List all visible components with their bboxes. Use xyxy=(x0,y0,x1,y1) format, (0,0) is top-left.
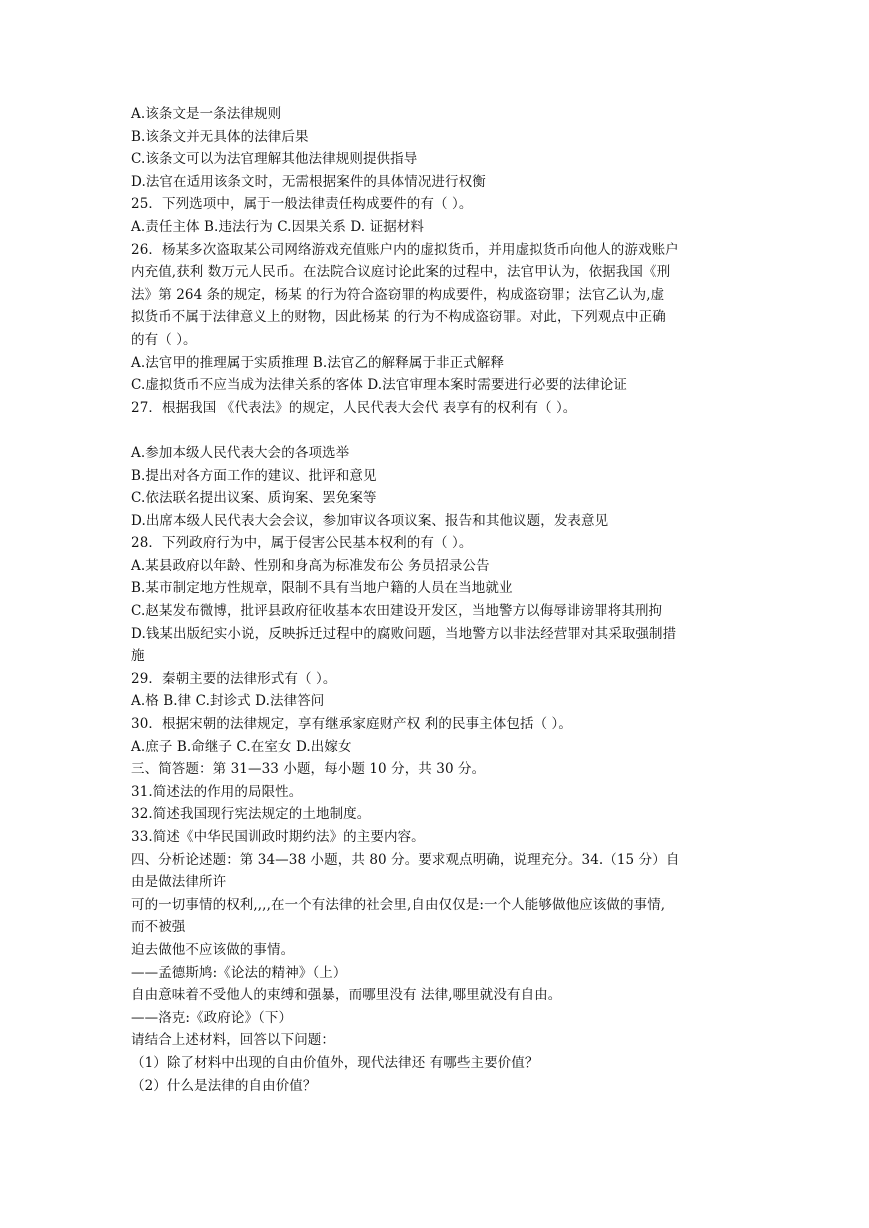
material-text: 迫去做他不应该做的事情。 xyxy=(131,941,295,958)
option-text: C.该条文可以为法官理解其他法律规则提供指导 xyxy=(131,151,418,168)
option-text: B.某市制定地方性规章，限制不具有当地户籍的人员在当地就业 xyxy=(131,580,513,597)
option-text: D.法官在适用该条文时，无需根据案件的具体情况进行权衡 xyxy=(131,173,486,190)
option-text: B.提出对各方面工作的建议、批评和意见 xyxy=(131,467,377,484)
question-text: 27．根据我国 《代表法》的规定，人民代表大会代 表享有的权利有（ ）。 xyxy=(131,399,577,416)
question-text: 的有（ ）。 xyxy=(131,331,197,348)
option-text: D.钱某出版纪实小说，反映拆迁过程中的腐败问题，当地警方以非法经营罪对其采取强制措 xyxy=(131,625,677,642)
question-text: 31.简述法的作用的局限性。 xyxy=(131,783,303,800)
material-text: 自由意味着不受他人的束缚和强暴，而哪里没有 法律,哪里就没有自由。 xyxy=(131,987,562,1004)
question-text: 请结合上述材料，回答以下问题： xyxy=(131,1032,335,1049)
question-text: 30．根据宋朝的法律规定，享有继承家庭财产权 利的民事主体包括（ ）。 xyxy=(131,716,573,733)
question-text: 28．下列政府行为中，属于侵害公民基本权利的有（ ）。 xyxy=(131,535,473,552)
section-heading: 三、简答题：第 31—33 小题，每小题 10 分，共 30 分。 xyxy=(131,761,486,778)
option-text: B.该条文并无具体的法律后果 xyxy=(131,128,309,145)
blank-line xyxy=(131,419,743,442)
sub-question: （2）什么是法律的自由价值？ xyxy=(131,1077,317,1094)
option-text: D.出席本级人民代表大会会议，参加审议各项议案、报告和其他议题，发表意见 xyxy=(131,512,609,529)
question-text: 26．杨某多次盗取某公司网络游戏充值账户内的虚拟货币，并用虚拟货币向他人的游戏账户 xyxy=(131,241,679,258)
option-text: C.依法联名提出议案、质询案、罢免案等 xyxy=(131,490,377,507)
question-text: 25．下列选项中，属于一般法律责任构成要件的有（ ）。 xyxy=(131,196,473,213)
option-text: C.虚拟货币不应当成为法律关系的客体 D.法官审理本案时需要进行必要的法律论证 xyxy=(131,377,627,394)
sub-question: （1）除了材料中出现的自由价值外，现代法律还 有哪些主要价值？ xyxy=(131,1054,539,1071)
question-text: 33.简述《中华民国训政时期约法》的主要内容。 xyxy=(131,829,425,845)
question-text: 拟货币不属于法律意义上的财物，因此杨某 的行为不构成盗窃罪。对此，下列观点中正确 xyxy=(131,309,666,326)
option-text: A.参加本级人民代表大会的各项选举 xyxy=(131,444,350,461)
document-page xyxy=(131,103,743,1097)
material-text: 由是做法律所许 xyxy=(131,874,227,891)
question-text: 法》第 264 条的规定，杨某 的行为符合盗窃罪的构成要件，构成盗窃罪；法官乙认为,虚 xyxy=(131,286,665,303)
option-text: A.责任主体 B.违法行为 C.因果关系 D. 证据材料 xyxy=(131,218,424,235)
option-text: C.赵某发布微博，批评县政府征收基本农田建设开发区，当地警方以侮辱诽谤罪将其刑拘 xyxy=(131,603,663,620)
option-text: A.某县政府以年龄、性别和身高为标准发布公 务员招录公告 xyxy=(131,557,490,574)
quote-source: ——洛克:《政府论》（下） xyxy=(131,1009,293,1026)
question-text: 内充值,获利 数万元人民币。在法院合议庭讨论此案的过程中，法官甲认为，依据我国《刑 xyxy=(131,264,671,281)
option-text: A.法官甲的推理属于实质推理 B.法官乙的解释属于非正式解释 xyxy=(131,354,505,371)
question-text: 32.简述我国现行宪法规定的土地制度。 xyxy=(131,806,371,823)
material-text: 而不被强 xyxy=(131,919,186,936)
section-heading: 四、分析论述题：第 34—38 小题，共 80 分。要求观点明确，说理充分。34.（15 分）自 xyxy=(131,851,680,868)
quote-source: ——孟德斯鸠:《论法的精神》（上） xyxy=(131,964,347,981)
option-text: A.该条文是一条法律规则 xyxy=(131,106,282,122)
option-text: 施 xyxy=(131,648,145,665)
question-text: 29．秦朝主要的法律形式有（ ）。 xyxy=(131,670,337,687)
option-text: A.格 B.律 C.封诊式 D.法律答问 xyxy=(131,693,325,710)
material-text: 可的一切事情的权利,,,,在一个有法律的社会里,自由仅仅是:一个人能够做他应该做的事情, xyxy=(131,896,666,913)
option-text: A.庶子 B.命继子 C.在室女 D.出嫁女 xyxy=(131,738,352,755)
